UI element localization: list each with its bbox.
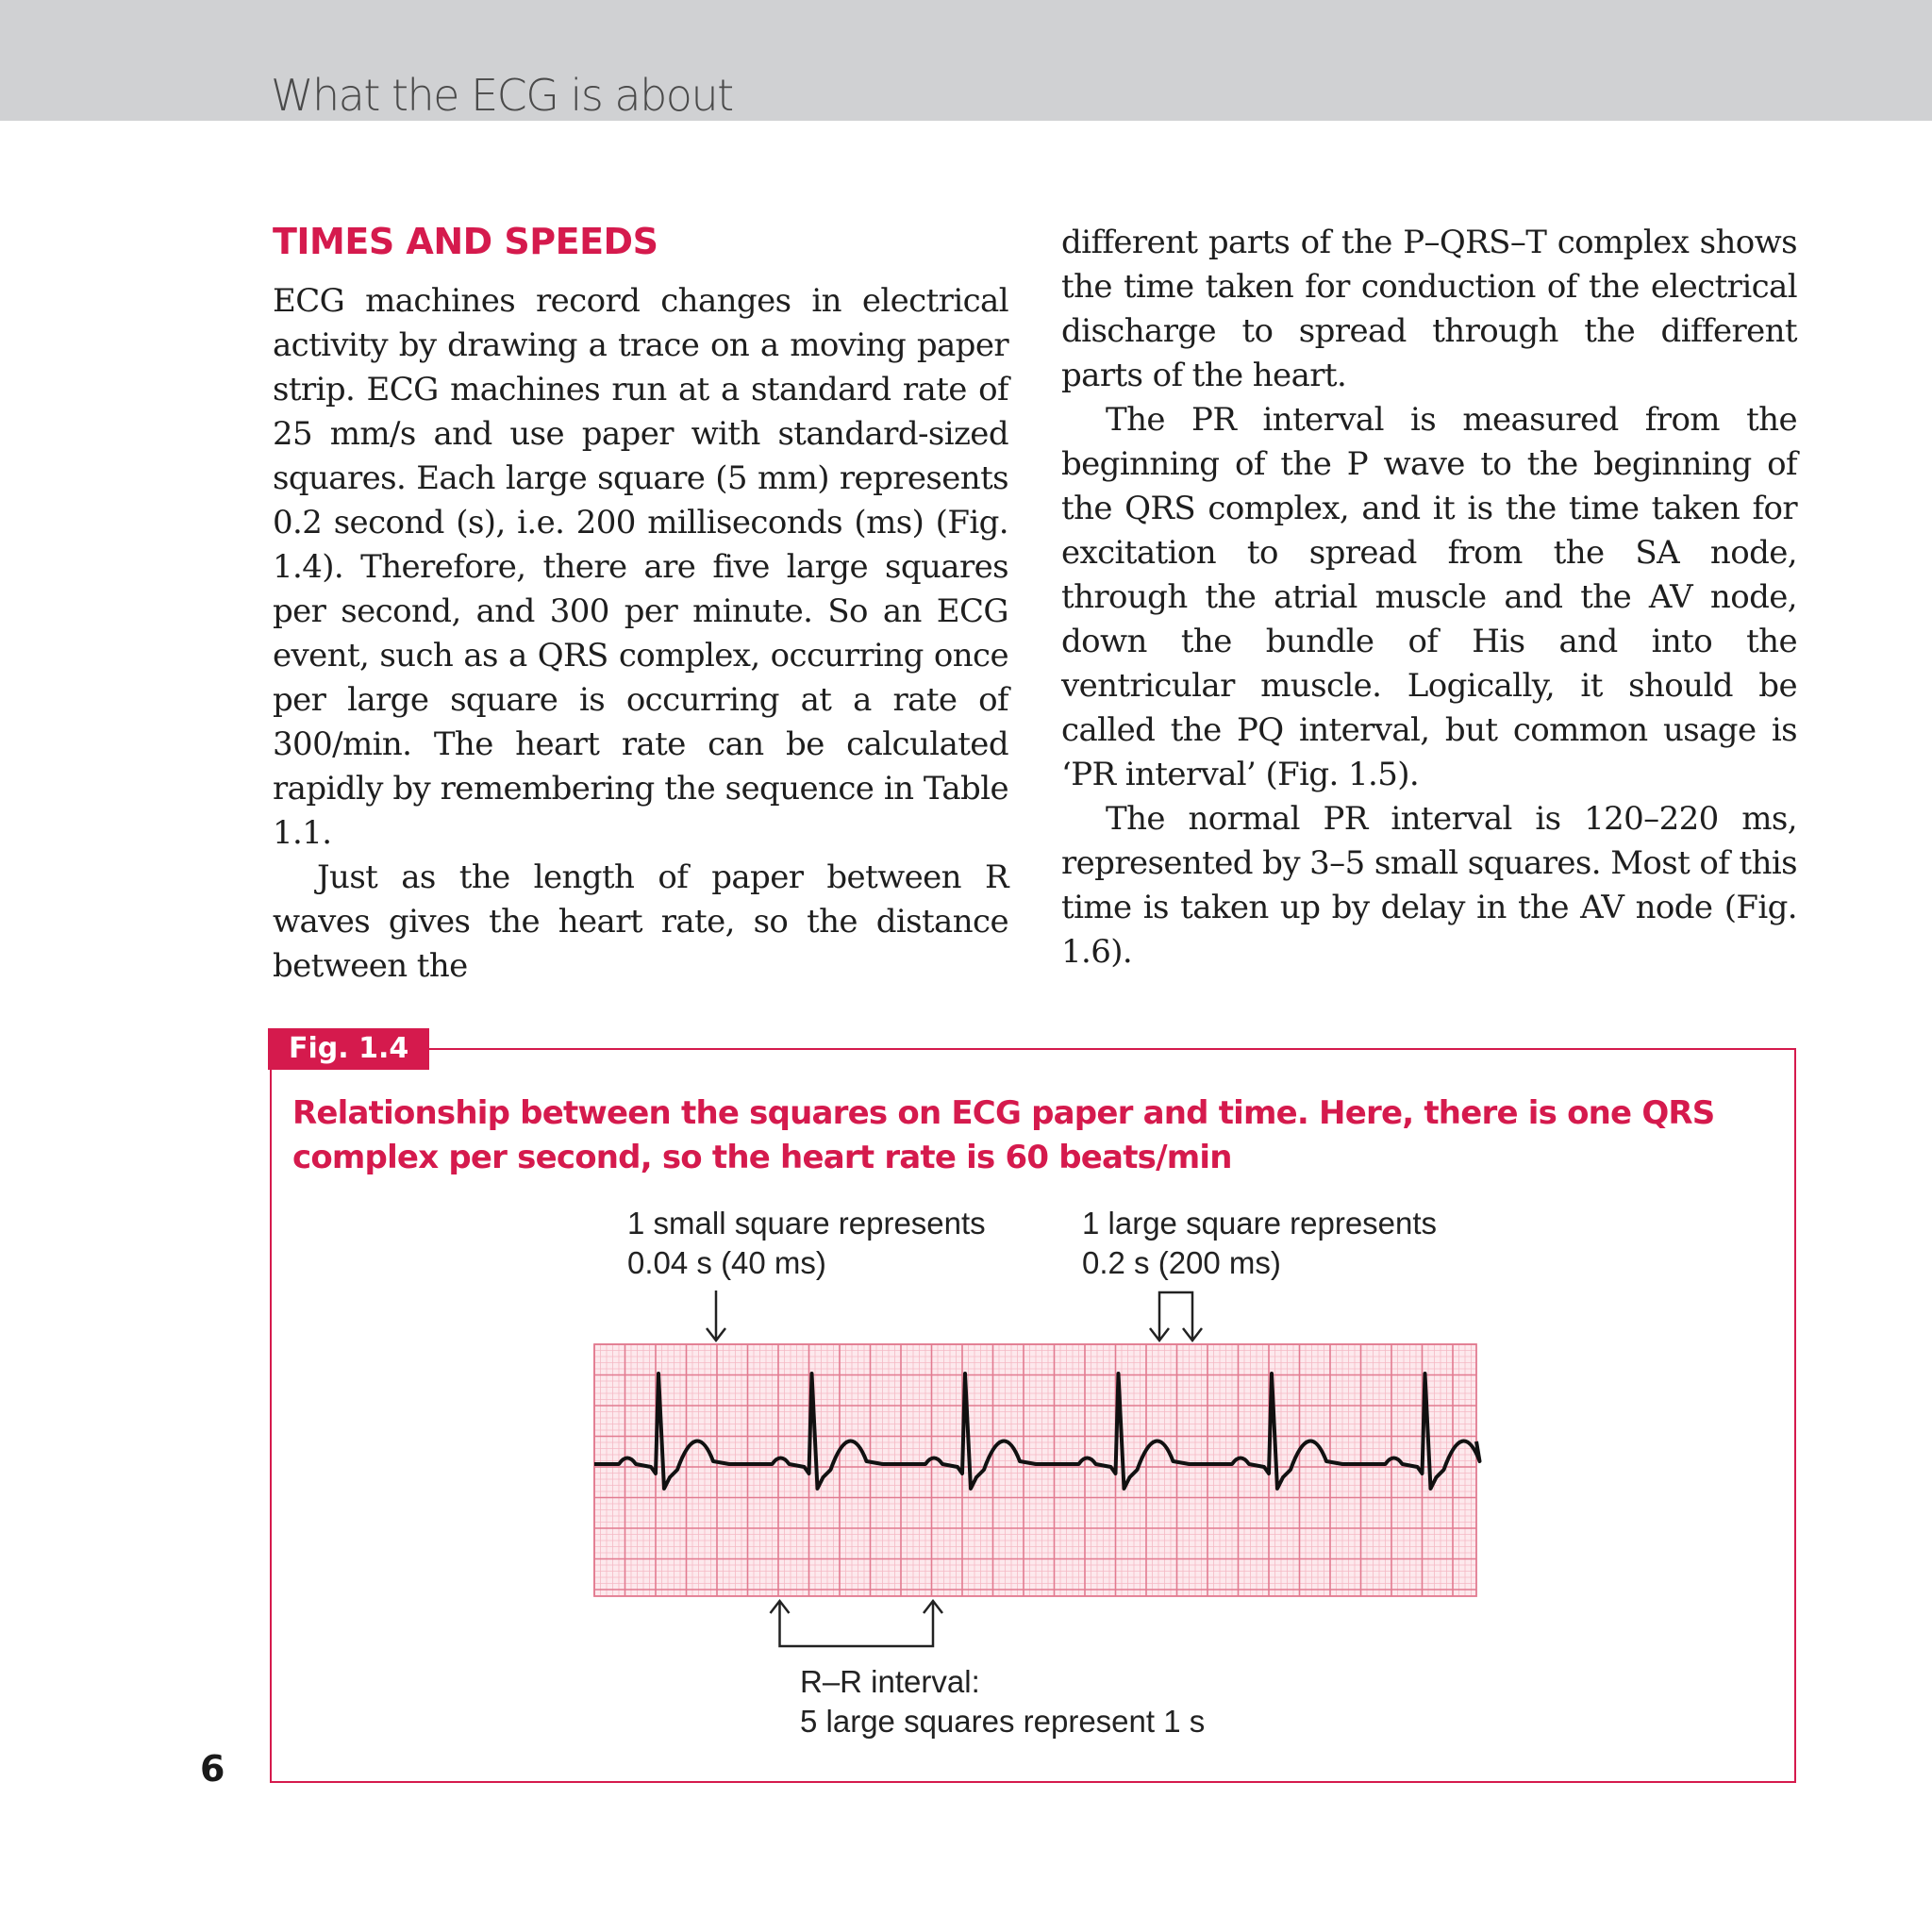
annotation-line: 0.2 s (200 ms) [1082, 1245, 1281, 1280]
section-heading: TIMES AND SPEEDS [273, 221, 658, 262]
annotation-line: 1 small square represents [627, 1206, 986, 1241]
small-square-annotation [627, 1204, 986, 1283]
paragraph: ECG machines record changes in electrical activity by drawing a trace on a moving paper strip. ECG machines run at a standard rate of 25 mm/s and use paper with standard-sized squares. Each large square (5 mm) represents 0.2 second (s), i.e. 200 milliseconds (ms) (Fig. 1.4). Therefore, there are five large squares per second, and 300 per minute. So an ECG event, such as a QRS complex, occurring once per large square is occurring at a rate of 300/min. The heart rate can be calculated rapidly by remembering the sequence in Table 1.1. [273, 282, 1008, 852]
paragraph: different parts of the P–QRS–T complex shows the time taken for conduction of the electrical discharge to spread through the different parts of the heart. [1061, 224, 1797, 394]
page-number: 6 [200, 1748, 225, 1790]
annotation-line: R–R interval: [800, 1664, 980, 1699]
running-head: What the ECG is about [271, 70, 733, 121]
annotation-line: 5 large squares represent 1 s [800, 1704, 1206, 1739]
large-square-annotation [1082, 1204, 1437, 1283]
paragraph: Just as the length of paper between R waves gives the heart rate, so the distance between the [273, 858, 1008, 985]
rr-interval-annotation [800, 1662, 1205, 1741]
body-column-right [1061, 221, 1797, 974]
figure-tag: Fig. 1.4 [268, 1028, 429, 1070]
annotation-line: 0.04 s (40 ms) [627, 1245, 826, 1280]
annotation-line: 1 large square represents [1082, 1206, 1438, 1241]
body-column-left [273, 279, 1008, 989]
figure-caption: Relationship between the squares on ECG paper and time. Here, there is one QRS complex per second, so the heart rate is 60 beats/min [292, 1094, 1715, 1176]
paragraph: The normal PR interval is 120–220 ms, represented by 3–5 small squares. Most of this time is taken up by delay in the AV node (Fig. 1.6). [1061, 800, 1797, 971]
paragraph: The PR interval is measured from the beginning of the P wave to the beginning of the QRS complex, and it is the time taken for excitation to spread from the SA node, through the atrial muscle and the AV node, down the bundle of His and into the ventricular muscle. Logically, it should be called the PQ interval, but common usage is ‘PR interval’ (Fig. 1.5). [1061, 401, 1797, 793]
